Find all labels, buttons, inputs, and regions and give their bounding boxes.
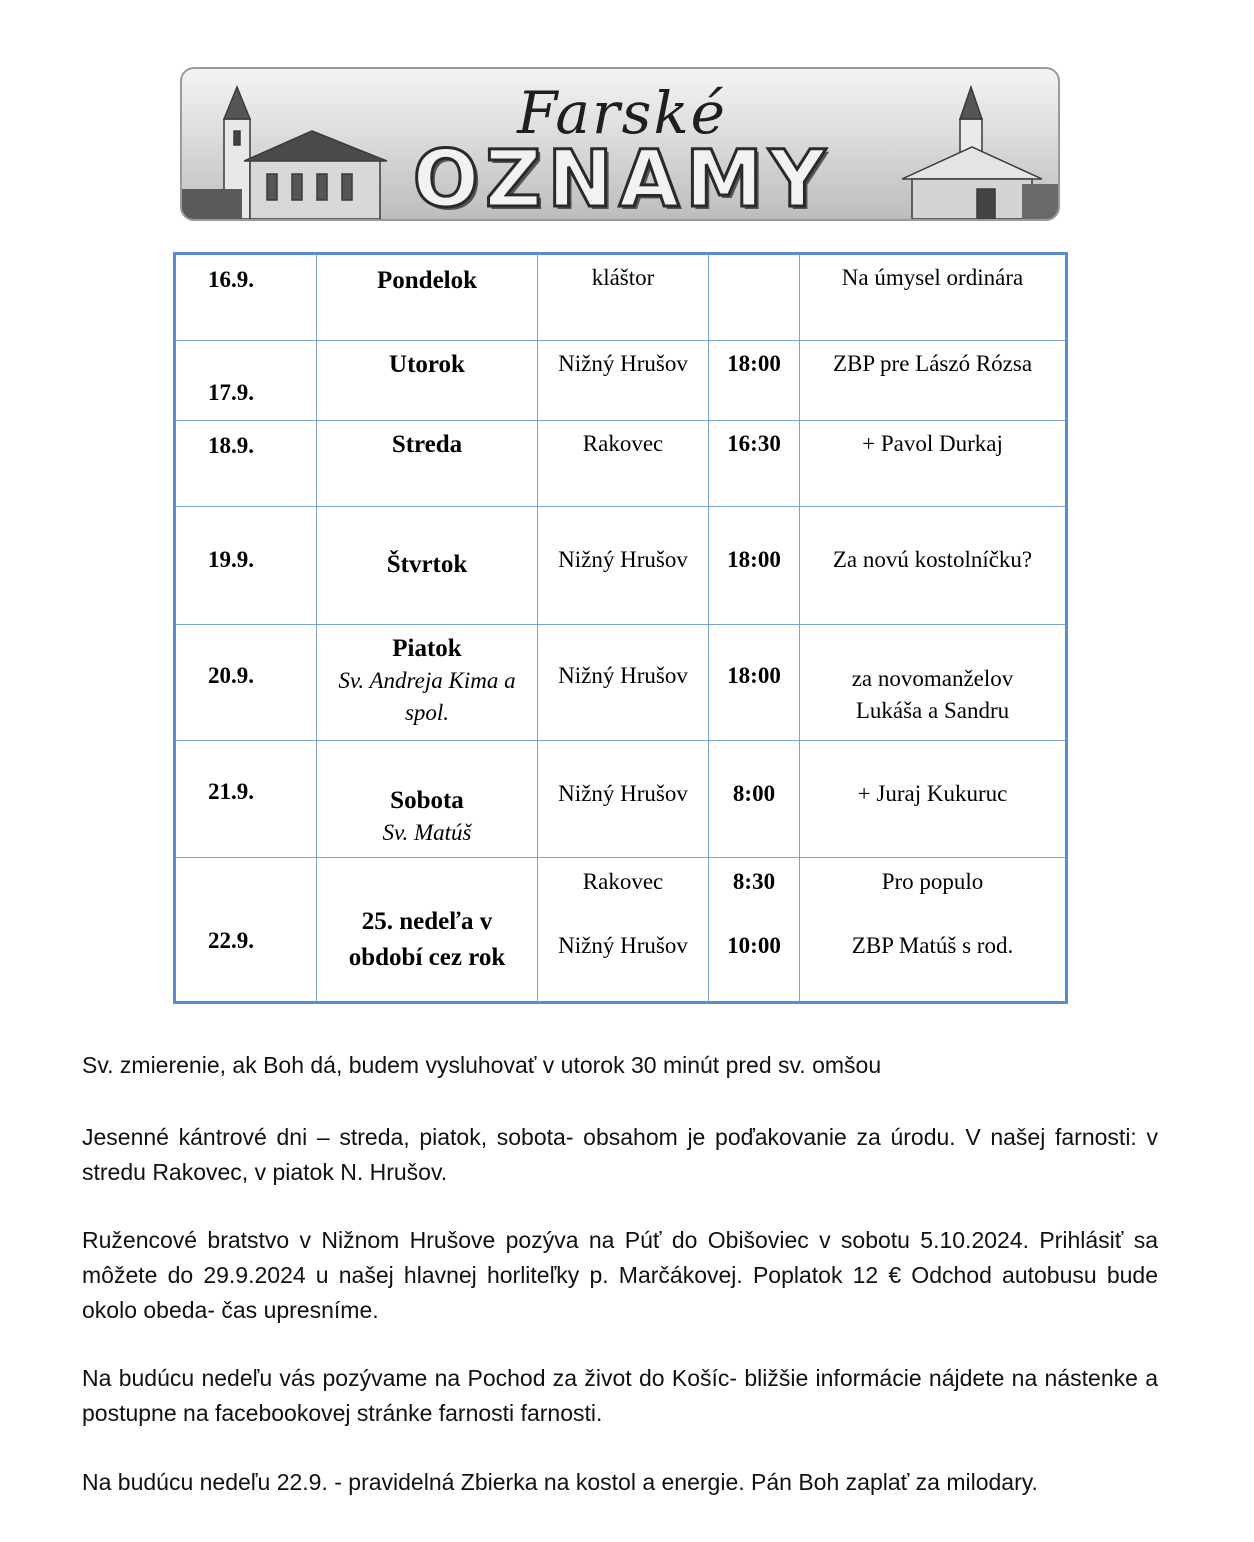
intention-text: Na úmysel ordinára xyxy=(841,265,1024,290)
intention-cell xyxy=(800,421,1067,507)
announcement-collection: Na budúcu nedeľu 22.9. - pravidelná Zbierka na kostol a energie. Pán Boh zaplať za milodary. xyxy=(82,1469,1038,1495)
time-cell xyxy=(709,625,800,741)
announcement-pilgrimage: Ružencové bratstvo v Nižnom Hrušove pozýva na Púť do Obišoviec v sobotu 5.10.2024. Prihlásiť sa môžete do 29.9.2024 u našej hlavnej horliteľky p. Marčákovej. Poplatok 12 € Odchod autobusu bude okolo obeda- čas upresníme. xyxy=(82,1227,1158,1323)
date-cell xyxy=(175,341,317,421)
intention-text: + Juraj Kukuruc xyxy=(857,781,1008,806)
banner-main-title: OZNAMY xyxy=(412,135,832,221)
table-row xyxy=(175,507,1067,625)
day-cell xyxy=(317,507,538,625)
place-text: Rakovec xyxy=(582,431,664,456)
time-text: 18:00 xyxy=(727,547,781,572)
date-text: 20.9. xyxy=(208,663,254,688)
place-cell xyxy=(538,741,709,858)
time-cell xyxy=(709,254,800,341)
intention-cell xyxy=(800,341,1067,421)
table-row xyxy=(175,625,1067,741)
feast-name: Sv. Matúš xyxy=(382,820,472,845)
day-cell xyxy=(317,421,538,507)
date-text: 21.9. xyxy=(208,779,254,804)
date-text: 16.9. xyxy=(208,267,254,292)
place-cell xyxy=(538,625,709,741)
place-cell xyxy=(538,254,709,341)
day-cell xyxy=(317,625,538,741)
day-name: Pondelok xyxy=(376,267,478,294)
intention-cell xyxy=(800,254,1067,341)
date-cell xyxy=(175,858,317,1003)
time-text: 18:00 xyxy=(727,351,781,376)
time-cell xyxy=(709,341,800,421)
place-text: Nižný Hrušov xyxy=(558,781,688,806)
intention-text: Za novú kostolníčku? xyxy=(832,547,1033,572)
time-text: 16:30 xyxy=(727,431,781,456)
place-cell xyxy=(538,507,709,625)
table-row xyxy=(175,741,1067,858)
place-cell xyxy=(538,858,709,1003)
intention-text: za novomanželov Lukáša a Sandru xyxy=(851,666,1014,723)
time-text: 18:00 xyxy=(727,663,781,688)
table-row xyxy=(175,421,1067,507)
day-name: Sobota xyxy=(390,787,464,814)
mass-schedule-table xyxy=(173,252,1068,1004)
place-text: Rakovec xyxy=(582,869,664,894)
day-cell xyxy=(317,341,538,421)
announcement-confession: Sv. zmierenie, ak Boh dá, budem vysluhovať v utorok 30 minút pred sv. omšou xyxy=(82,1052,882,1078)
intention-text: ZBP Matúš s rod. xyxy=(851,933,1014,958)
place-text: Nižný Hrušov xyxy=(558,547,688,572)
announcement-ember-days: Jesenné kántrové dni – streda, piatok, sobota- obsahom je poďakovanie za úrodu. V našej farnosti: v stredu Rakovec, v piatok N. Hrušov. xyxy=(82,1124,1158,1185)
time-cell xyxy=(709,507,800,625)
day-name: Piatok xyxy=(392,635,462,662)
table-row xyxy=(175,858,1067,1003)
day-name: Utorok xyxy=(389,351,465,378)
time-text: 10:00 xyxy=(727,933,781,958)
place-text: Nižný Hrušov xyxy=(558,351,688,376)
day-name: Streda xyxy=(391,431,463,458)
date-cell xyxy=(175,625,317,741)
intention-cell xyxy=(800,741,1067,858)
intention-cell xyxy=(800,625,1067,741)
time-cell xyxy=(709,421,800,507)
intention-text: + Pavol Durkaj xyxy=(862,431,1003,456)
day-name: Štvrtok xyxy=(386,551,468,578)
date-cell xyxy=(175,741,317,858)
day-cell xyxy=(317,858,538,1003)
date-text: 17.9. xyxy=(208,380,254,405)
intention-text: ZBP pre Lászó Rózsa xyxy=(832,351,1033,376)
time-cell xyxy=(709,741,800,858)
intention-text: Pro populo xyxy=(881,869,984,894)
place-text: kláštor xyxy=(591,265,655,290)
date-text: 18.9. xyxy=(208,433,254,458)
time-text: 8:30 xyxy=(732,869,776,894)
banner-script-title: Farské xyxy=(517,79,727,147)
place-text: Nižný Hrušov xyxy=(558,933,688,958)
feast-name: Sv. Andreja Kima a spol. xyxy=(338,668,516,725)
header-banner xyxy=(180,67,1060,221)
date-text: 22.9. xyxy=(208,928,254,953)
place-cell xyxy=(538,341,709,421)
time-text: 8:00 xyxy=(732,781,776,806)
place-cell xyxy=(538,421,709,507)
day-cell xyxy=(317,254,538,341)
intention-cell xyxy=(800,858,1067,1003)
table-row xyxy=(175,254,1067,341)
table-row xyxy=(175,341,1067,421)
date-cell xyxy=(175,507,317,625)
date-cell xyxy=(175,421,317,507)
intention-cell xyxy=(800,507,1067,625)
date-text: 19.9. xyxy=(208,547,254,572)
announcement-march-for-life: Na budúcu nedeľu vás pozývame na Pochod za život do Košíc- bližšie informácie nájdete na nástenke a postupne na facebookovej stránke farnosti farnosti. xyxy=(82,1365,1158,1426)
date-cell xyxy=(175,254,317,341)
place-text: Nižný Hrušov xyxy=(558,663,688,688)
day-name: 25. nedeľa v období cez rok xyxy=(348,908,506,971)
day-cell xyxy=(317,741,538,858)
time-cell xyxy=(709,858,800,1003)
